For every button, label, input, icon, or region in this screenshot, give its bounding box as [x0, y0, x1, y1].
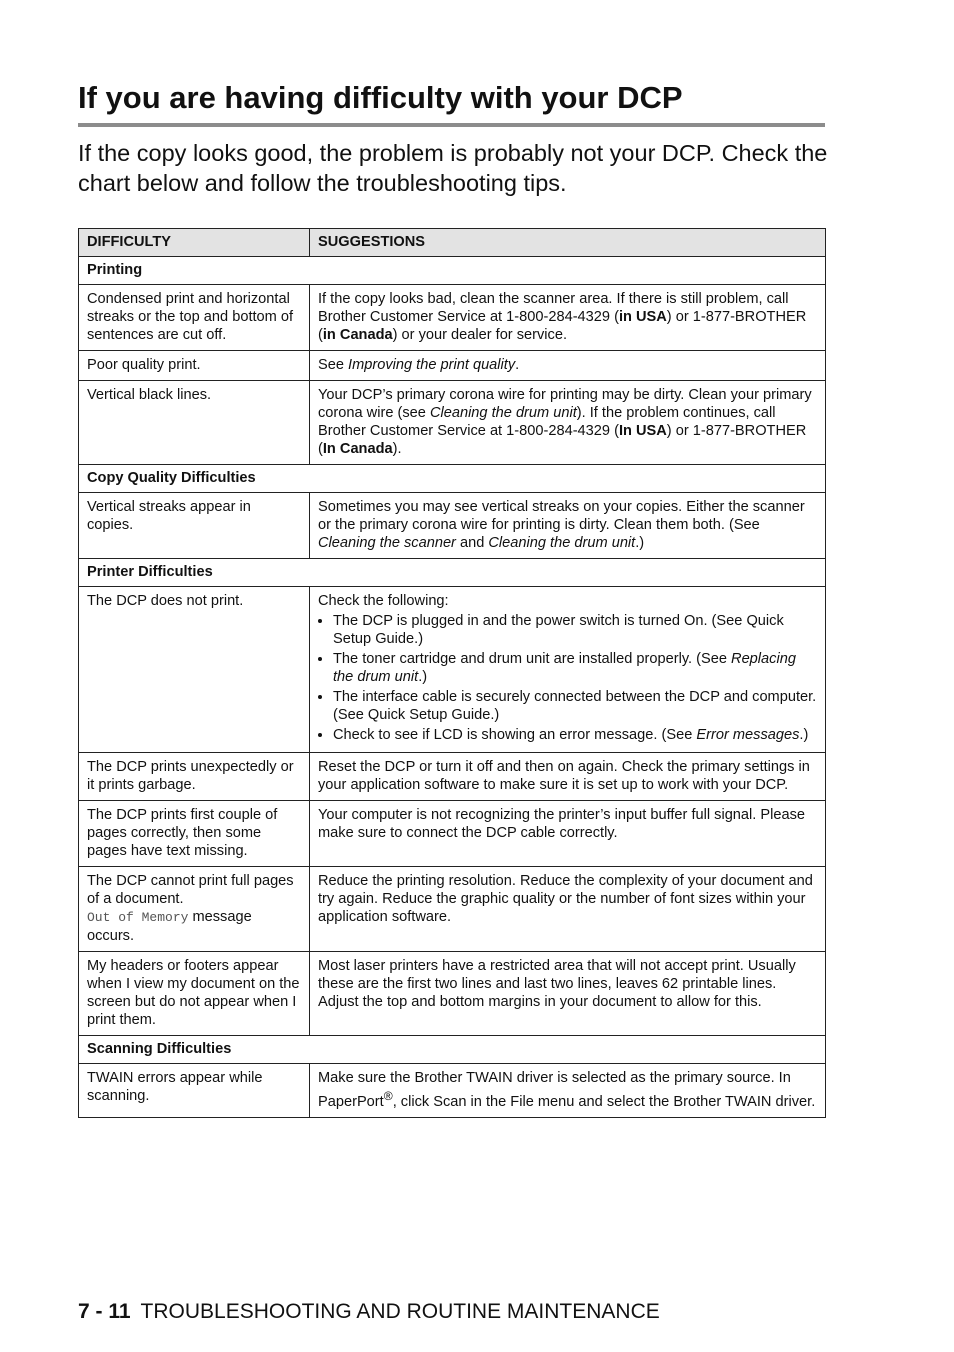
cross-reference: Replacing the drum unit — [333, 651, 796, 685]
table-header-row — [79, 229, 826, 257]
page-title: If you are having difficulty with your DCP — [78, 80, 683, 115]
text-run: ). — [392, 441, 402, 457]
bold-run: In Canada — [322, 441, 393, 457]
header-suggestions: SUGGESTIONS — [310, 229, 826, 257]
page-footer — [78, 1300, 660, 1324]
chapter-title: TROUBLESHOOTING AND ROUTINE MAINTENANCE — [140, 1300, 660, 1323]
suggestion-cell: Reduce the printing resolution. Reduce the complexity of your document and try again. Reduce the graphic quality or the number of font sizes within your application software. — [310, 867, 826, 952]
table-row — [79, 801, 826, 867]
text-run: message occurs. — [87, 909, 252, 944]
list-item — [333, 726, 817, 744]
checklist — [318, 612, 817, 744]
difficulty-cell: TWAIN errors appear while scanning. — [79, 1064, 310, 1118]
registered-mark: ® — [383, 1089, 393, 1103]
list-item: • The interface cable is securely connected between the DCP and computer. (See Quick Setup Guide.) — [333, 688, 817, 724]
section-title: Copy Quality Difficulties — [79, 465, 826, 493]
text-run: If the copy looks bad, clean the scanner area. If there is still problem, call Brother Customer Service at 1-800-284-4329 ( — [318, 291, 789, 325]
table-row — [79, 351, 826, 381]
section-row-printer — [79, 559, 826, 587]
text-run: , click Scan in the File menu and select the Brother TWAIN driver. — [392, 1093, 816, 1110]
section-title: Printer Difficulties — [79, 559, 826, 587]
suggestion-cell — [310, 381, 826, 465]
checklist-intro: Check the following: — [318, 593, 449, 609]
page-number: 7 - 11 — [78, 1300, 131, 1323]
text-run: ) or 1-877-BROTHER ( — [318, 423, 807, 457]
text-run: ) or your dealer for service. — [392, 327, 568, 343]
cross-reference: Error messages — [696, 727, 800, 743]
text-run: and — [455, 535, 489, 551]
suggestion-cell — [310, 1064, 826, 1118]
difficulty-cell: Vertical streaks appear in copies. — [79, 493, 310, 559]
list-item: • The DCP is plugged in and the power switch is turned On. (See Quick Setup Guide.) — [333, 612, 817, 648]
suggestion-cell: Most laser printers have a restricted area that will not accept print. Usually these are the first two lines and last two lines, leaves 62 printable lines. Adjust the top and bottom margins in your document to allow for this. — [310, 952, 826, 1036]
suggestion-cell — [310, 587, 826, 753]
difficulty-cell: My headers or footers appear when I view my document on the screen but do not appear when I print them. — [79, 952, 310, 1036]
text-run: .) — [635, 535, 645, 551]
text-run: ). If the problem continues, call Brother Customer Service at 1-800-284-4329 ( — [318, 405, 776, 439]
difficulty-cell — [79, 867, 310, 952]
header-difficulty: DIFFICULTY — [79, 229, 310, 257]
bold-run: In USA — [618, 423, 667, 439]
text-run: Sometimes you may see vertical streaks on your copies. Either the scanner or the primary corona wire for printing is dirty. Clean them both. (See — [318, 499, 805, 533]
text-run: .) — [799, 727, 809, 743]
table-row — [79, 587, 826, 753]
section-row-printing — [79, 257, 826, 285]
table-row — [79, 381, 826, 465]
text-run: ) or 1-877-BROTHER ( — [318, 309, 807, 343]
intro-paragraph: If the copy looks good, the problem is probably not your DCP. Check the chart below and follow the troubleshooting tips. — [78, 140, 828, 196]
suggestion-cell — [310, 285, 826, 351]
section-row-scanning — [79, 1036, 826, 1064]
text-run: Check to see if LCD is showing an error message. (See — [333, 727, 697, 743]
suggestion-cell — [310, 493, 826, 559]
difficulty-cell: Vertical black lines. — [79, 381, 310, 465]
cross-reference: Cleaning the drum unit — [429, 405, 577, 421]
text-run: The toner cartridge and drum unit are installed properly. (See — [333, 651, 732, 667]
text-run: See — [318, 357, 349, 373]
cross-reference: Cleaning the drum unit — [488, 535, 636, 551]
difficulty-cell: Poor quality print. — [79, 351, 310, 381]
table-row — [79, 285, 826, 351]
table-row — [79, 952, 826, 1036]
table-row — [79, 493, 826, 559]
text-run: Your DCP’s primary corona wire for printing may be dirty. Clean your primary corona wire (see — [318, 387, 812, 421]
cross-reference: Improving the print quality — [348, 357, 516, 373]
text-run: . — [515, 357, 520, 373]
suggestion-cell: Your computer is not recognizing the printer’s input buffer full signal. Please make sure to connect the DCP cable correctly. — [310, 801, 826, 867]
bold-run: in Canada — [322, 327, 393, 343]
bold-run: in USA — [618, 309, 667, 325]
difficulty-cell: Condensed print and horizontal streaks or the top and bottom of sentences are cut off. — [79, 285, 310, 351]
table-row — [79, 753, 826, 801]
table-row — [79, 867, 826, 952]
cross-reference: Cleaning the scanner — [318, 535, 456, 551]
text-run: .) — [418, 669, 428, 685]
text-run: Make sure the Brother TWAIN driver is selected as the primary source. In PaperPort — [318, 1070, 791, 1110]
suggestion-cell: Reset the DCP or turn it off and then on again. Check the primary settings in your application software to make sure it is set up to work with your DCP. — [310, 753, 826, 801]
suggestion-cell — [310, 351, 826, 381]
section-row-copy-quality — [79, 465, 826, 493]
section-title: Scanning Difficulties — [79, 1036, 826, 1064]
troubleshooting-table — [78, 228, 826, 1118]
difficulty-cell: The DCP does not print. — [79, 587, 310, 753]
section-title: Printing — [79, 257, 826, 285]
table-row — [79, 1064, 826, 1118]
list-item — [333, 650, 817, 686]
lcd-message: Out of Memory — [87, 910, 189, 925]
difficulty-cell: The DCP prints unexpectedly or it prints garbage. — [79, 753, 310, 801]
difficulty-cell: The DCP prints first couple of pages correctly, then some pages have text missing. — [79, 801, 310, 867]
text-run: The DCP cannot print full pages of a document. — [87, 873, 294, 907]
title-underline — [78, 123, 825, 127]
